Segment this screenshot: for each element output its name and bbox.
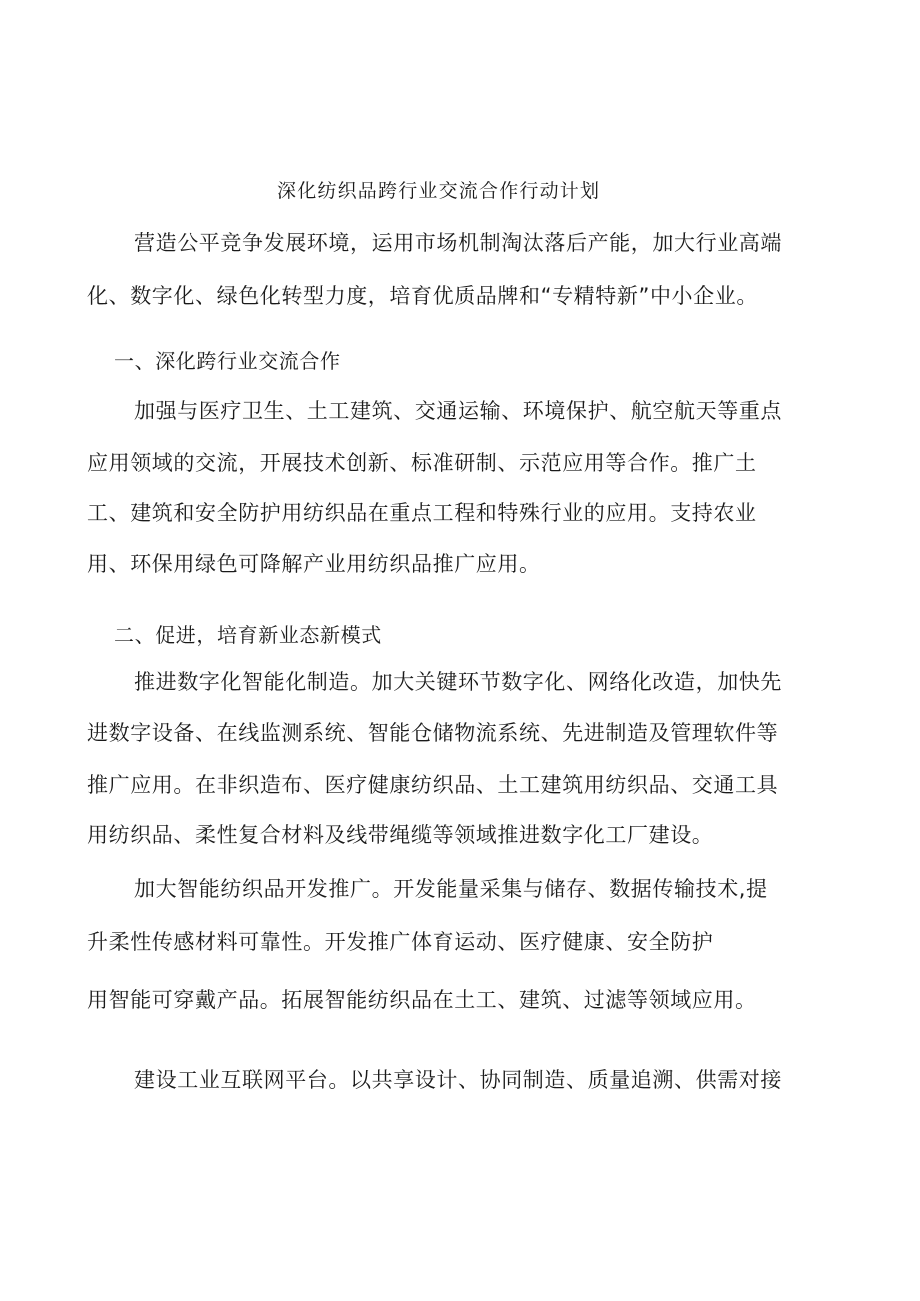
text-line: 加大智能纺织品开发推广。开发能量采集与储存、数据传输技术,提: [134, 877, 768, 901]
section-heading-1: 一、深化跨行业交流合作: [114, 349, 341, 373]
text-line: 推广应用。在非织造布、医疗健康纺织品、土工建筑用纺织品、交通工具: [87, 773, 779, 797]
section-heading-2: 二、促进，培育新业态新模式: [114, 623, 382, 647]
text-line: 工、建筑和安全防护用纺织品在重点工程和特殊行业的应用。支持农业: [87, 501, 757, 525]
text-line: 用、环保用绿色可降解产业用纺织品推广应用。: [87, 552, 541, 576]
text-line: 化、数字化、绿色化转型力度，培育优质品牌和“专精特新”中小企业。: [87, 284, 758, 308]
text-line: 进数字设备、在线监测系统、智能仓储物流系统、先进制造及管理软件等: [87, 721, 779, 745]
document-title: 深化纺织品跨行业交流合作行动计划: [277, 180, 601, 202]
text-line: 建设工业互联网平台。以共享设计、协同制造、质量追溯、供需对接: [134, 1068, 782, 1092]
text-line: 加强与医疗卫生、土工建筑、交通运输、环境保护、航空航天等重点: [134, 399, 782, 423]
text-line: 用纺织品、柔性复合材料及线带绳缆等领域推进数字化工厂建设。: [87, 823, 714, 847]
text-line: 推进数字化智能化制造。加大关键环节数字化、网络化改造，加快先: [134, 670, 782, 694]
text-line: 用智能可穿戴产品。拓展智能纺织品在土工、建筑、过滤等领域应用。: [87, 988, 757, 1012]
text-line: 升柔性传感材料可靠性。开发推广体育运动、医疗健康、安全防护: [87, 930, 714, 954]
text-line: 应用领域的交流，开展技术创新、标准研制、示范应用等合作。推广土: [87, 451, 757, 475]
text-line: 营造公平竞争发展环境，运用市场机制淘汰落后产能，加大行业高端: [134, 231, 782, 255]
